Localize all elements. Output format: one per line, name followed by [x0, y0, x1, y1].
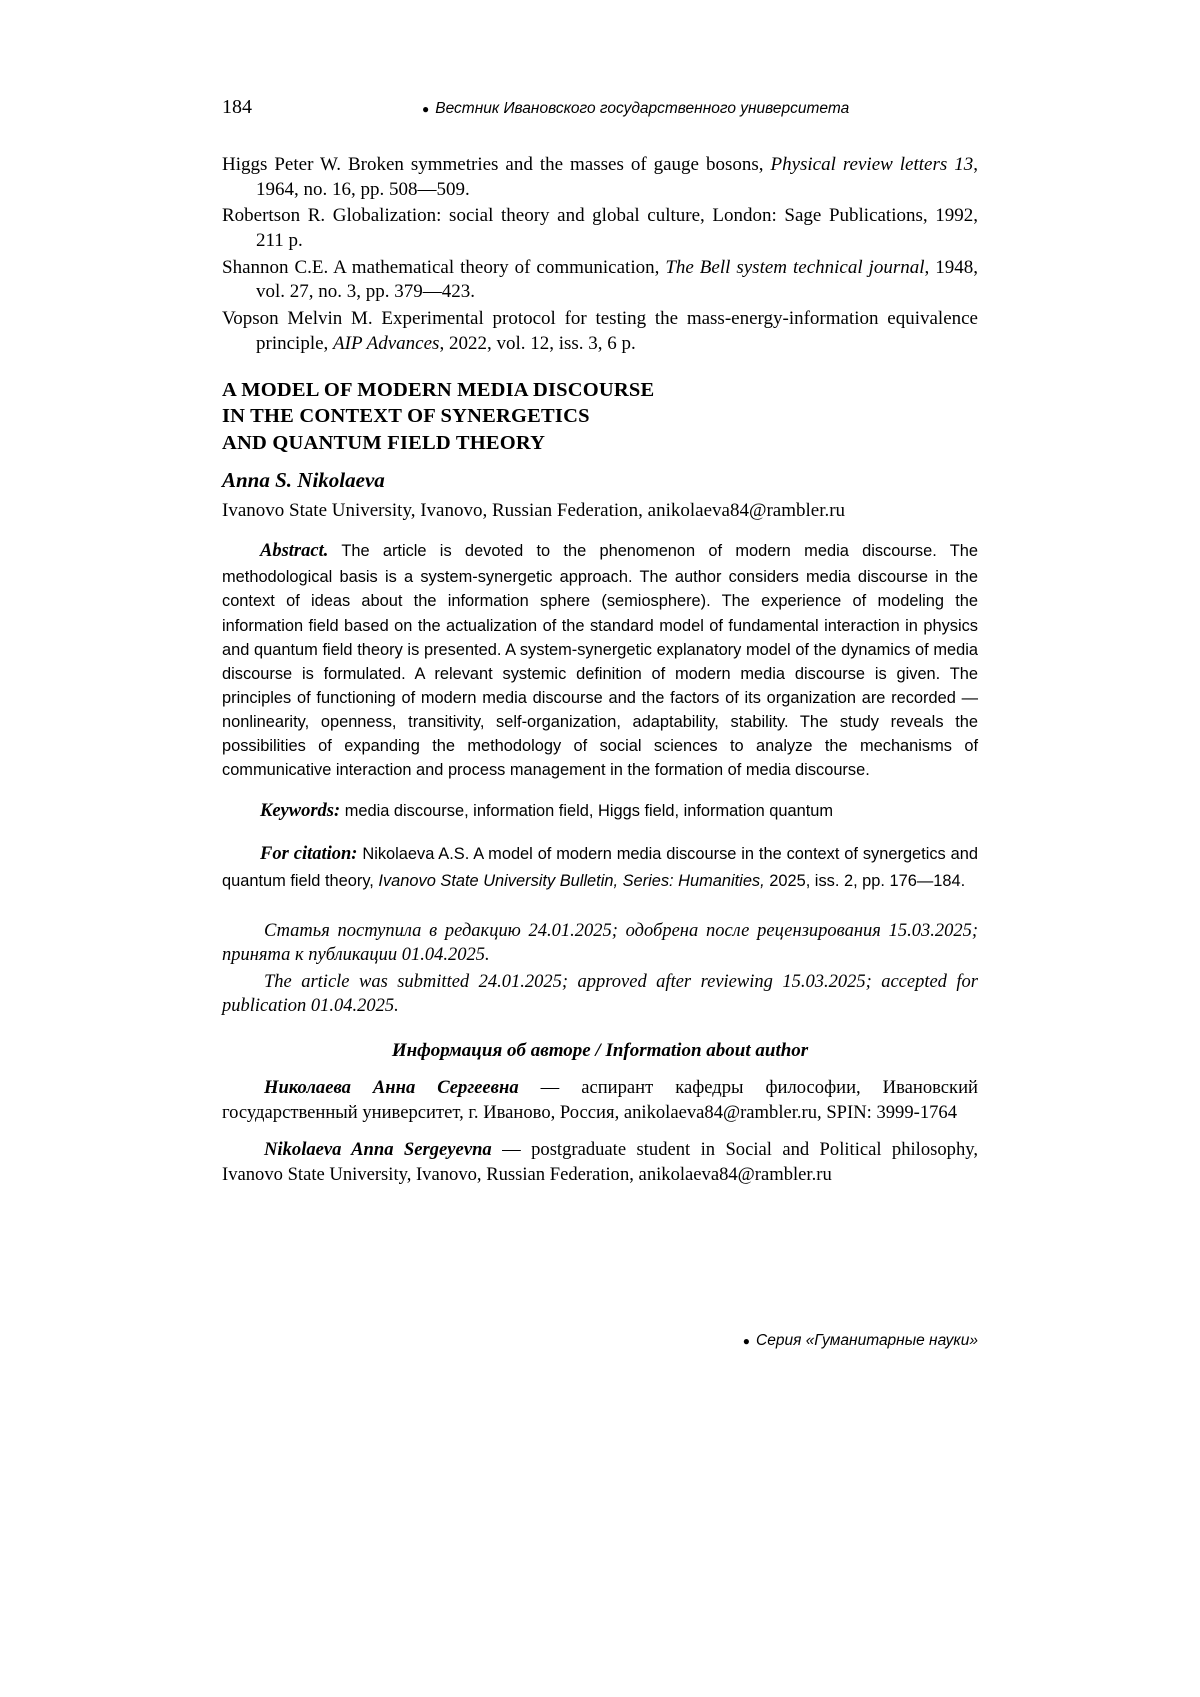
bibliography-item	[222, 307, 978, 356]
bullet-icon: ●	[742, 1333, 751, 1348]
running-title-text: Вестник Ивановского государственного университета	[435, 100, 850, 117]
bibliography-text: Shannon C.E. A mathematical theory of communication,	[222, 256, 666, 278]
keywords-label: Keywords:	[260, 801, 341, 822]
article-author: Anna S. Nikolaeva	[222, 468, 385, 493]
page-footer	[222, 1332, 978, 1350]
submission-dates-ru: Статья поступила в редакцию 24.01.2025; одобрена после рецензирования 15.03.2025; принята к публикации 01.04.2025.	[222, 920, 978, 966]
bibliography-text: , 1948, vol. 27, no. 3, pp. 379—423.	[256, 256, 978, 303]
citation-text-2: 2025, iss. 2, pp. 176—184.	[764, 871, 966, 890]
article-title	[222, 377, 978, 457]
author-info-ru-text: — аспирант кафедры философии, Ивановский государственный университет, г. Иваново, Россия, anikolaeva84@rambler.ru, SPIN: 3999-1764	[222, 1077, 978, 1124]
bibliography-source: Physical review letters 13	[770, 154, 974, 175]
bibliography-text: Robertson R. Globalization: social theory and global culture, London: Sage Publications, 1992, 211 p.	[222, 205, 978, 252]
author-info-ru-name: Николаева Анна Сергеевна	[264, 1077, 519, 1099]
citation-text-1: Nikolaeva A.S. A model of modern media discourse in the context of synergetics and quantum field theory,	[222, 845, 978, 890]
article-title-line: A MODEL OF MODERN MEDIA DISCOURSE	[222, 378, 655, 401]
article-title-line: AND QUANTUM FIELD THEORY	[222, 431, 546, 454]
author-info-en-name: Nikolaeva Anna Sergeyevna	[264, 1138, 492, 1160]
abstract-text: The article is devoted to the phenomenon of modern media discourse. The methodological basis is a system-synergetic approach. The author considers media discourse in the context of ideas about the information sphere (semiosphere). The experience of modeling the information field based on the actualization of the standard model of fundamental interaction in physics and quantum field theory is presented. A system-synergetic explanatory model of the dynamics of media discourse is formulated. A relevant systemic definition of modern media discourse is given. The principles of functioning of modern media discourse and the factors of its organization are recorded — nonlinearity, openness, transitivity, self-organization, adaptability, stability. The study reveals the possibilities of expanding the methodology of social sciences to analyze the mechanisms of communicative interaction and process management in the formation of media discourse.	[222, 542, 978, 780]
bibliography-text: , 2022, vol. 12, iss. 3, 6 p.	[439, 332, 636, 354]
bibliography-item	[222, 256, 978, 305]
bibliography-source: AIP Advances	[333, 332, 440, 354]
author-info-en-text: — postgraduate student in Social and Political philosophy, Ivanovo State University, Ivanovo, Russian Federation, anikolaeva84@rambler.ru	[222, 1138, 979, 1185]
bibliography-text: Higgs Peter W. Broken symmetries and the masses of gauge bosons,	[222, 154, 771, 175]
bibliography-source: The Bell system technical journal	[665, 256, 925, 278]
page-number: 184	[222, 96, 252, 118]
citation-paragraph	[222, 841, 978, 892]
footer-series: Серия «Гуманитарные науки»	[756, 1332, 978, 1349]
bullet-icon: ●	[422, 101, 430, 116]
citation-source: Ivanovo State University Bulletin, Series: Humanities,	[378, 871, 765, 890]
abstract-label: Abstract.	[260, 541, 329, 562]
bibliography-item	[222, 204, 978, 253]
keywords-paragraph	[222, 798, 978, 825]
submission-dates-en: The article was submitted 24.01.2025; approved after reviewing 15.03.2025; accepted for publication 01.04.2025.	[222, 971, 978, 1016]
author-info-ru	[222, 1076, 978, 1125]
citation-label: For citation:	[260, 844, 358, 865]
author-info-en	[222, 1138, 978, 1187]
article-title-line: IN THE CONTEXT OF SYNERGETICS	[222, 405, 590, 428]
bibliography-item	[222, 153, 978, 202]
bibliography-text: , 1964, no. 16, pp. 508—509.	[256, 154, 978, 200]
abstract-paragraph	[222, 538, 978, 782]
page-content	[222, 96, 978, 1199]
bibliography-text: Vopson Melvin M. Experimental protocol for testing the mass-energy-information equivalence principle,	[222, 308, 978, 354]
article-affiliation: Ivanovo State University, Ivanovo, Russian Federation, anikolaeva84@rambler.ru	[222, 500, 846, 522]
bibliography-list	[222, 153, 978, 357]
running-title	[422, 100, 849, 118]
author-info-heading: Информация об авторе / Information about author	[391, 1040, 809, 1062]
running-head	[222, 96, 978, 119]
keywords-text: media discourse, information field, Higgs field, information quantum	[340, 802, 834, 821]
